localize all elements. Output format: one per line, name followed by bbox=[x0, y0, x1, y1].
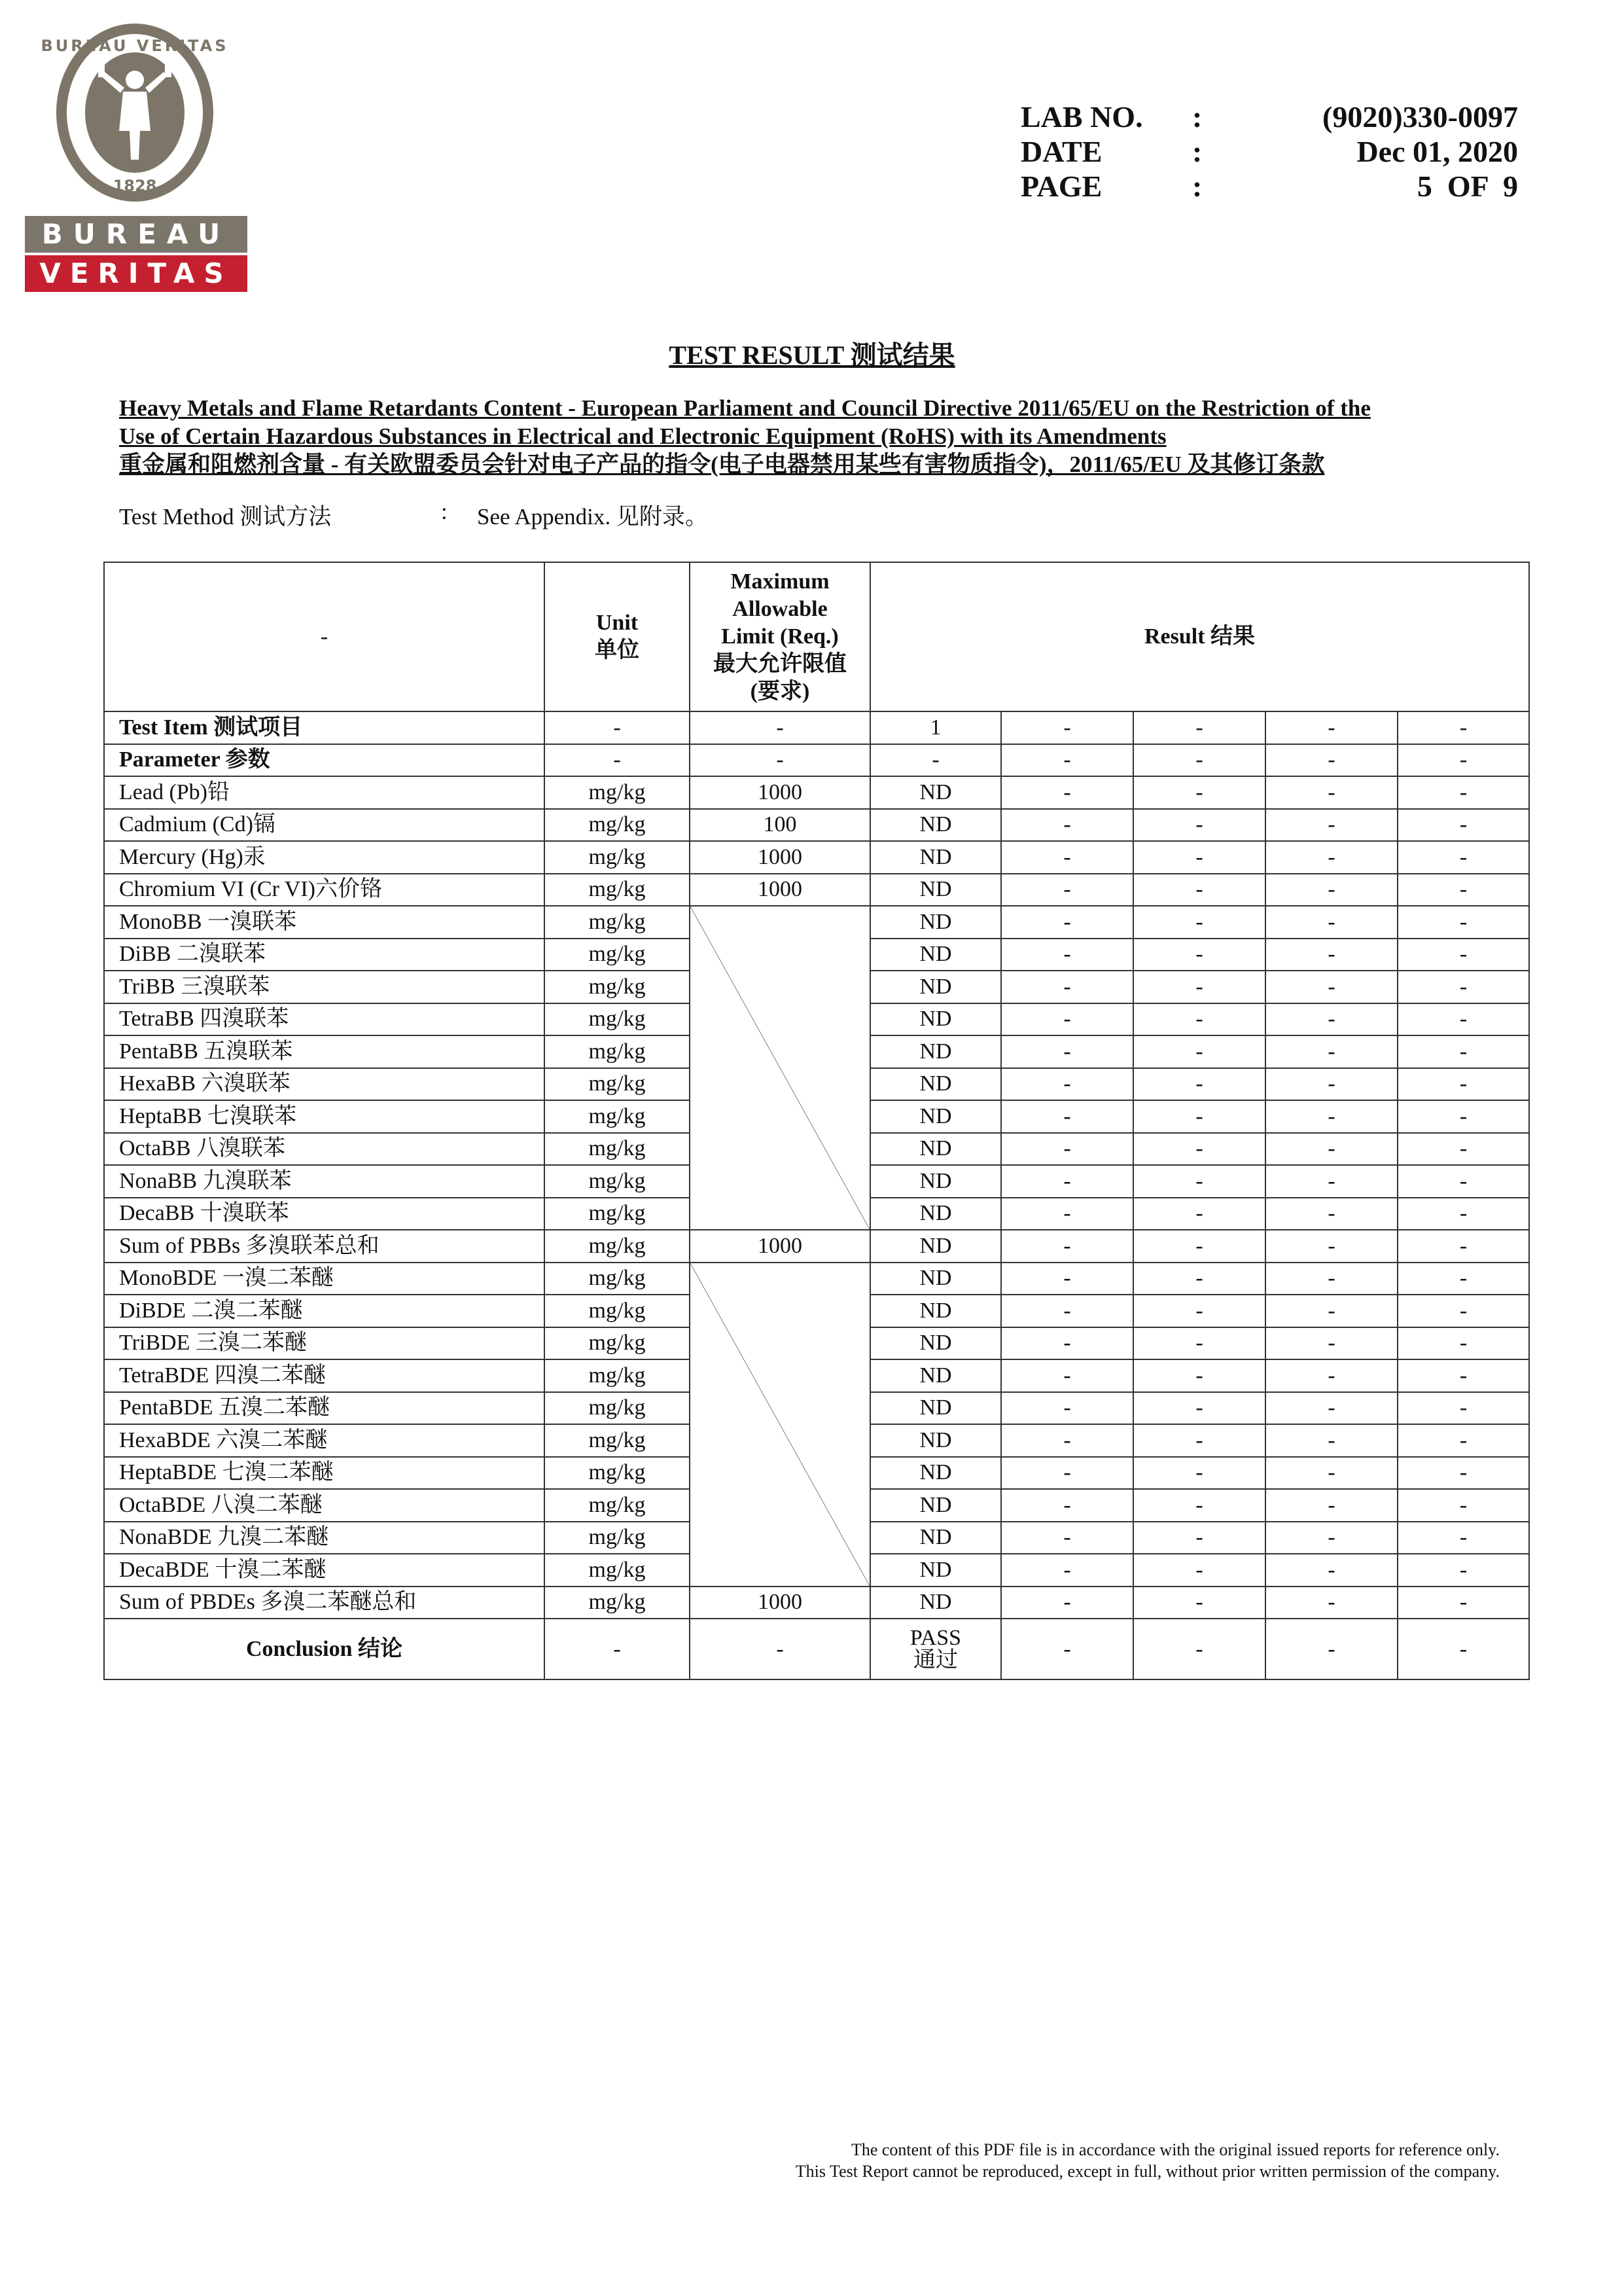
row-result-2: - bbox=[1001, 906, 1133, 939]
row-unit: mg/kg bbox=[544, 1392, 690, 1425]
page-title: TEST RESULT 测试结果 bbox=[669, 340, 955, 370]
row-result-1: ND bbox=[870, 1327, 1001, 1360]
row-unit: mg/kg bbox=[544, 1359, 690, 1392]
row-result-2: - bbox=[1001, 1003, 1133, 1036]
row-limit: 1000 bbox=[690, 841, 870, 874]
row-result-2: - bbox=[1001, 1522, 1133, 1554]
row-result-1: ND bbox=[870, 1263, 1001, 1295]
table-row bbox=[104, 711, 1529, 744]
row-result-5: - bbox=[1398, 1392, 1529, 1425]
conclusion-row bbox=[104, 1619, 1529, 1679]
conclusion-result-4: - bbox=[1265, 1619, 1398, 1679]
results-table bbox=[103, 562, 1530, 1680]
diagonal-slash-icon bbox=[690, 906, 870, 1229]
test-method-colon: : bbox=[441, 499, 448, 524]
row-result-5: - bbox=[1398, 744, 1529, 777]
date-label: DATE bbox=[1021, 135, 1103, 168]
row-result-4: - bbox=[1265, 874, 1398, 906]
row-result-3: - bbox=[1133, 1327, 1265, 1360]
row-result-4: - bbox=[1265, 809, 1398, 842]
row-item-name: Test Item 测试项目 bbox=[104, 711, 544, 744]
row-result-2: - bbox=[1001, 1100, 1133, 1133]
row-result-3: - bbox=[1133, 1263, 1265, 1295]
row-result-4: - bbox=[1265, 841, 1398, 874]
table-row bbox=[104, 776, 1529, 809]
row-result-5: - bbox=[1398, 874, 1529, 906]
row-result-3: - bbox=[1133, 1003, 1265, 1036]
row-result-2: - bbox=[1001, 841, 1133, 874]
row-result-1: ND bbox=[870, 971, 1001, 1003]
row-result-2: - bbox=[1001, 1392, 1133, 1425]
row-result-4: - bbox=[1265, 776, 1398, 809]
row-result-1: ND bbox=[870, 939, 1001, 971]
row-result-5: - bbox=[1398, 971, 1529, 1003]
row-result-3: - bbox=[1133, 906, 1265, 939]
row-item-name: NonaBDE 九溴二苯醚 bbox=[104, 1522, 544, 1554]
row-result-3: - bbox=[1133, 1198, 1265, 1230]
row-unit: - bbox=[544, 744, 690, 777]
row-item-name: TriBB 三溴联苯 bbox=[104, 971, 544, 1003]
row-result-3: - bbox=[1133, 1457, 1265, 1490]
lab-no-colon: : bbox=[1192, 100, 1203, 134]
conclusion-result-1 bbox=[870, 1619, 1001, 1679]
row-result-3: - bbox=[1133, 1035, 1265, 1068]
page-colon: : bbox=[1192, 170, 1203, 203]
row-result-5: - bbox=[1398, 1035, 1529, 1068]
row-result-3: - bbox=[1133, 1489, 1265, 1522]
row-result-5: - bbox=[1398, 939, 1529, 971]
row-result-5: - bbox=[1398, 1068, 1529, 1101]
row-item-name: OctaBDE 八溴二苯醚 bbox=[104, 1489, 544, 1522]
row-result-3: - bbox=[1133, 971, 1265, 1003]
conclusion-pass-cn: 通过 bbox=[913, 1647, 958, 1672]
row-result-1: ND bbox=[870, 1457, 1001, 1490]
row-result-5: - bbox=[1398, 776, 1529, 809]
row-result-5: - bbox=[1398, 1359, 1529, 1392]
row-result-4: - bbox=[1265, 1424, 1398, 1457]
row-result-4: - bbox=[1265, 1359, 1398, 1392]
row-result-1: - bbox=[870, 744, 1001, 777]
row-result-2: - bbox=[1001, 809, 1133, 842]
row-result-4: - bbox=[1265, 1068, 1398, 1101]
row-result-5: - bbox=[1398, 1100, 1529, 1133]
row-result-2: - bbox=[1001, 1198, 1133, 1230]
row-unit: mg/kg bbox=[544, 906, 690, 939]
table-row bbox=[104, 744, 1529, 777]
row-unit: mg/kg bbox=[544, 1100, 690, 1133]
row-result-1: ND bbox=[870, 1198, 1001, 1230]
row-result-1: ND bbox=[870, 1035, 1001, 1068]
row-result-5: - bbox=[1398, 841, 1529, 874]
row-result-3: - bbox=[1133, 939, 1265, 971]
row-result-1: 1 bbox=[870, 711, 1001, 744]
row-unit: - bbox=[544, 711, 690, 744]
row-result-2: - bbox=[1001, 1489, 1133, 1522]
row-limit: 1000 bbox=[690, 776, 870, 809]
row-result-5: - bbox=[1398, 1295, 1529, 1327]
row-result-4: - bbox=[1265, 1263, 1398, 1295]
row-limit: 1000 bbox=[690, 1230, 870, 1263]
row-item-name: Sum of PBBs 多溴联苯总和 bbox=[104, 1230, 544, 1263]
row-result-3: - bbox=[1133, 1554, 1265, 1587]
lab-no-value: (9020)330-0097 bbox=[1322, 100, 1518, 134]
row-result-3: - bbox=[1133, 1068, 1265, 1101]
row-result-3: - bbox=[1133, 744, 1265, 777]
test-method-label: Test Method 测试方法 bbox=[119, 504, 332, 529]
row-result-2: - bbox=[1001, 1165, 1133, 1198]
row-result-4: - bbox=[1265, 1554, 1398, 1587]
lab-no-row bbox=[1021, 99, 1518, 134]
row-result-4: - bbox=[1265, 1295, 1398, 1327]
row-result-4: - bbox=[1265, 1198, 1398, 1230]
row-unit: mg/kg bbox=[544, 1133, 690, 1166]
conclusion-unit: - bbox=[544, 1619, 690, 1679]
row-unit: mg/kg bbox=[544, 1035, 690, 1068]
row-unit: mg/kg bbox=[544, 1003, 690, 1036]
row-item-name: NonaBB 九溴联苯 bbox=[104, 1165, 544, 1198]
row-result-5: - bbox=[1398, 1522, 1529, 1554]
row-result-4: - bbox=[1265, 744, 1398, 777]
row-result-1: ND bbox=[870, 809, 1001, 842]
footer-line-1: The content of this PDF file is in accordance with the original issued reports for reference only. bbox=[851, 2140, 1500, 2159]
row-result-4: - bbox=[1265, 906, 1398, 939]
row-result-2: - bbox=[1001, 1295, 1133, 1327]
row-item-name: Sum of PBDEs 多溴二苯醚总和 bbox=[104, 1587, 544, 1619]
row-result-5: - bbox=[1398, 1003, 1529, 1036]
row-result-3: - bbox=[1133, 776, 1265, 809]
row-result-5: - bbox=[1398, 1327, 1529, 1360]
row-result-1: ND bbox=[870, 1424, 1001, 1457]
row-unit: mg/kg bbox=[544, 1554, 690, 1587]
row-item-name: HexaBDE 六溴二苯醚 bbox=[104, 1424, 544, 1457]
row-result-5: - bbox=[1398, 1424, 1529, 1457]
wordmark-top: BUREAU bbox=[41, 218, 231, 250]
row-unit: mg/kg bbox=[544, 1489, 690, 1522]
row-result-4: - bbox=[1265, 711, 1398, 744]
row-item-name: DecaBDE 十溴二苯醚 bbox=[104, 1554, 544, 1587]
row-unit: mg/kg bbox=[544, 1295, 690, 1327]
row-result-3: - bbox=[1133, 1230, 1265, 1263]
row-result-3: - bbox=[1133, 1587, 1265, 1619]
page-label: PAGE bbox=[1021, 170, 1103, 203]
row-item-name: DiBDE 二溴二苯醚 bbox=[104, 1295, 544, 1327]
row-unit: mg/kg bbox=[544, 1230, 690, 1263]
row-item-name: Chromium VI (Cr VI)六价铬 bbox=[104, 874, 544, 906]
row-item-name: TetraBB 四溴联苯 bbox=[104, 1003, 544, 1036]
table-row bbox=[104, 874, 1529, 906]
row-result-5: - bbox=[1398, 1230, 1529, 1263]
row-unit: mg/kg bbox=[544, 1522, 690, 1554]
footer-disclaimer bbox=[796, 2139, 1500, 2182]
table-row bbox=[104, 906, 1529, 939]
row-item-name: DecaBB 十溴联苯 bbox=[104, 1198, 544, 1230]
row-limit-not-applicable bbox=[690, 906, 870, 1230]
row-result-5: - bbox=[1398, 1198, 1529, 1230]
row-result-5: - bbox=[1398, 1489, 1529, 1522]
row-limit: - bbox=[690, 744, 870, 777]
row-item-name: HexaBB 六溴联苯 bbox=[104, 1068, 544, 1101]
row-result-3: - bbox=[1133, 1295, 1265, 1327]
row-result-5: - bbox=[1398, 1554, 1529, 1587]
row-result-3: - bbox=[1133, 711, 1265, 744]
row-result-4: - bbox=[1265, 1003, 1398, 1036]
row-item-name: TetraBDE 四溴二苯醚 bbox=[104, 1359, 544, 1392]
row-unit: mg/kg bbox=[544, 1424, 690, 1457]
row-unit: mg/kg bbox=[544, 1165, 690, 1198]
row-result-2: - bbox=[1001, 711, 1133, 744]
row-result-3: - bbox=[1133, 809, 1265, 842]
scope-heading bbox=[119, 394, 1545, 478]
lab-no-label: LAB NO. bbox=[1021, 100, 1143, 134]
conclusion-result-3: - bbox=[1133, 1619, 1265, 1679]
row-result-3: - bbox=[1133, 1100, 1265, 1133]
row-result-5: - bbox=[1398, 809, 1529, 842]
row-result-4: - bbox=[1265, 1327, 1398, 1360]
row-result-4: - bbox=[1265, 1100, 1398, 1133]
row-result-2: - bbox=[1001, 1035, 1133, 1068]
row-unit: mg/kg bbox=[544, 971, 690, 1003]
row-limit: - bbox=[690, 711, 870, 744]
row-result-2: - bbox=[1001, 1554, 1133, 1587]
row-result-1: ND bbox=[870, 906, 1001, 939]
row-result-1: ND bbox=[870, 1392, 1001, 1425]
row-result-2: - bbox=[1001, 874, 1133, 906]
row-result-1: ND bbox=[870, 776, 1001, 809]
row-result-5: - bbox=[1398, 1165, 1529, 1198]
row-result-4: - bbox=[1265, 1230, 1398, 1263]
row-item-name: Lead (Pb)铅 bbox=[104, 776, 544, 809]
date-value: Dec 01, 2020 bbox=[1356, 135, 1518, 168]
row-result-1: ND bbox=[870, 1359, 1001, 1392]
table-row bbox=[104, 1230, 1529, 1263]
row-result-1: ND bbox=[870, 1522, 1001, 1554]
row-result-2: - bbox=[1001, 1424, 1133, 1457]
wordmark-bottom: VERITAS bbox=[39, 257, 233, 289]
row-item-name: HeptaBB 七溴联苯 bbox=[104, 1100, 544, 1133]
row-result-1: ND bbox=[870, 1003, 1001, 1036]
row-result-1: ND bbox=[870, 1554, 1001, 1587]
results-body bbox=[104, 711, 1529, 1679]
row-result-3: - bbox=[1133, 1392, 1265, 1425]
row-result-1: ND bbox=[870, 874, 1001, 906]
row-unit: mg/kg bbox=[544, 1068, 690, 1101]
row-unit: mg/kg bbox=[544, 1198, 690, 1230]
row-unit: mg/kg bbox=[544, 1457, 690, 1490]
row-result-3: - bbox=[1133, 1522, 1265, 1554]
row-result-1: ND bbox=[870, 1100, 1001, 1133]
row-result-4: - bbox=[1265, 1133, 1398, 1166]
conclusion-pass: PASS bbox=[909, 1625, 962, 1650]
row-unit: mg/kg bbox=[544, 939, 690, 971]
table-row bbox=[104, 841, 1529, 874]
conclusion-limit: - bbox=[690, 1619, 870, 1679]
row-item-name: PentaBB 五溴联苯 bbox=[104, 1035, 544, 1068]
row-result-1: ND bbox=[870, 1165, 1001, 1198]
conclusion-result-2: - bbox=[1001, 1619, 1133, 1679]
conclusion-label: Conclusion 结论 bbox=[104, 1619, 544, 1679]
row-result-1: ND bbox=[870, 1068, 1001, 1101]
header-limit: Maximum Allowable Limit (Req.) 最大允许限值 (要求) bbox=[690, 562, 870, 711]
row-result-2: - bbox=[1001, 1133, 1133, 1166]
svg-text:BUREAU VERITAS: BUREAU VERITAS bbox=[41, 37, 229, 55]
row-result-4: - bbox=[1265, 971, 1398, 1003]
row-result-5: - bbox=[1398, 711, 1529, 744]
row-limit: 100 bbox=[690, 809, 870, 842]
svg-text:1828: 1828 bbox=[113, 177, 157, 195]
row-result-4: - bbox=[1265, 1489, 1398, 1522]
row-result-4: - bbox=[1265, 1587, 1398, 1619]
row-limit: 1000 bbox=[690, 874, 870, 906]
footer-line-2: This Test Report cannot be reproduced, except in full, without prior written permission of the company. bbox=[795, 2162, 1500, 2181]
row-result-1: ND bbox=[870, 1295, 1001, 1327]
row-result-5: - bbox=[1398, 906, 1529, 939]
row-item-name: Mercury (Hg)汞 bbox=[104, 841, 544, 874]
date-row bbox=[1021, 134, 1518, 169]
row-result-3: - bbox=[1133, 1165, 1265, 1198]
row-item-name: MonoBB 一溴联苯 bbox=[104, 906, 544, 939]
row-result-5: - bbox=[1398, 1133, 1529, 1166]
row-item-name: Parameter 参数 bbox=[104, 744, 544, 777]
table-row bbox=[104, 1587, 1529, 1619]
header-item: - bbox=[104, 562, 544, 711]
row-result-3: - bbox=[1133, 874, 1265, 906]
header-unit: Unit 单位 bbox=[544, 562, 690, 711]
row-unit: mg/kg bbox=[544, 874, 690, 906]
conclusion-result-5: - bbox=[1398, 1619, 1529, 1679]
row-unit: mg/kg bbox=[544, 1263, 690, 1295]
row-result-2: - bbox=[1001, 971, 1133, 1003]
row-limit: 1000 bbox=[690, 1587, 870, 1619]
row-result-1: ND bbox=[870, 1230, 1001, 1263]
row-result-2: - bbox=[1001, 1457, 1133, 1490]
row-result-4: - bbox=[1265, 1522, 1398, 1554]
page-value: 5 OF 9 bbox=[1417, 170, 1518, 203]
row-item-name: Cadmium (Cd)镉 bbox=[104, 809, 544, 842]
report-meta bbox=[1021, 99, 1518, 204]
row-result-4: - bbox=[1265, 1035, 1398, 1068]
row-result-5: - bbox=[1398, 1457, 1529, 1490]
row-result-3: - bbox=[1133, 841, 1265, 874]
row-result-3: - bbox=[1133, 1133, 1265, 1166]
row-result-3: - bbox=[1133, 1424, 1265, 1457]
scope-line-1: Heavy Metals and Flame Retardants Content - European Parliament and Council Directive 2011/65/EU on the Restriction of the bbox=[119, 395, 1371, 421]
row-unit: mg/kg bbox=[544, 809, 690, 842]
row-result-2: - bbox=[1001, 1263, 1133, 1295]
row-result-2: - bbox=[1001, 1068, 1133, 1101]
scope-line-3: 重金属和阻燃剂含量 - 有关欧盟委员会针对电子产品的指令(电子电器禁用某些有害物质指令)，2011/65/EU 及其修订条款 bbox=[119, 452, 1325, 477]
row-result-5: - bbox=[1398, 1587, 1529, 1619]
row-item-name: MonoBDE 一溴二苯醚 bbox=[104, 1263, 544, 1295]
row-result-2: - bbox=[1001, 1230, 1133, 1263]
header-result: Result 结果 bbox=[870, 562, 1529, 711]
row-result-2: - bbox=[1001, 1359, 1133, 1392]
row-result-1: ND bbox=[870, 1133, 1001, 1166]
row-result-1: ND bbox=[870, 1489, 1001, 1522]
row-unit: mg/kg bbox=[544, 1327, 690, 1360]
row-unit: mg/kg bbox=[544, 1587, 690, 1619]
row-result-5: - bbox=[1398, 1263, 1529, 1295]
row-item-name: PentaBDE 五溴二苯醚 bbox=[104, 1392, 544, 1425]
row-result-2: - bbox=[1001, 1327, 1133, 1360]
test-method-value: See Appendix. 见附录。 bbox=[477, 504, 708, 529]
bureau-veritas-logo bbox=[25, 20, 247, 297]
row-unit: mg/kg bbox=[544, 841, 690, 874]
row-result-3: - bbox=[1133, 1359, 1265, 1392]
row-result-4: - bbox=[1265, 1392, 1398, 1425]
scope-line-2: Use of Certain Hazardous Substances in Electrical and Electronic Equipment (RoHS) with its Amendments bbox=[119, 423, 1167, 449]
row-item-name: OctaBB 八溴联苯 bbox=[104, 1133, 544, 1166]
table-row bbox=[104, 809, 1529, 842]
row-item-name: DiBB 二溴联苯 bbox=[104, 939, 544, 971]
row-result-1: ND bbox=[870, 1587, 1001, 1619]
date-colon: : bbox=[1192, 135, 1203, 168]
row-limit-not-applicable bbox=[690, 1263, 870, 1587]
row-result-4: - bbox=[1265, 1165, 1398, 1198]
table-header-row bbox=[104, 562, 1529, 711]
row-unit: mg/kg bbox=[544, 776, 690, 809]
page-row bbox=[1021, 169, 1518, 204]
row-item-name: HeptaBDE 七溴二苯醚 bbox=[104, 1457, 544, 1490]
row-result-4: - bbox=[1265, 939, 1398, 971]
row-item-name: TriBDE 三溴二苯醚 bbox=[104, 1327, 544, 1360]
row-result-2: - bbox=[1001, 1587, 1133, 1619]
table-row bbox=[104, 1263, 1529, 1295]
row-result-2: - bbox=[1001, 776, 1133, 809]
row-result-2: - bbox=[1001, 939, 1133, 971]
row-result-2: - bbox=[1001, 744, 1133, 777]
row-result-4: - bbox=[1265, 1457, 1398, 1490]
diagonal-slash-icon bbox=[690, 1263, 870, 1586]
row-result-1: ND bbox=[870, 841, 1001, 874]
